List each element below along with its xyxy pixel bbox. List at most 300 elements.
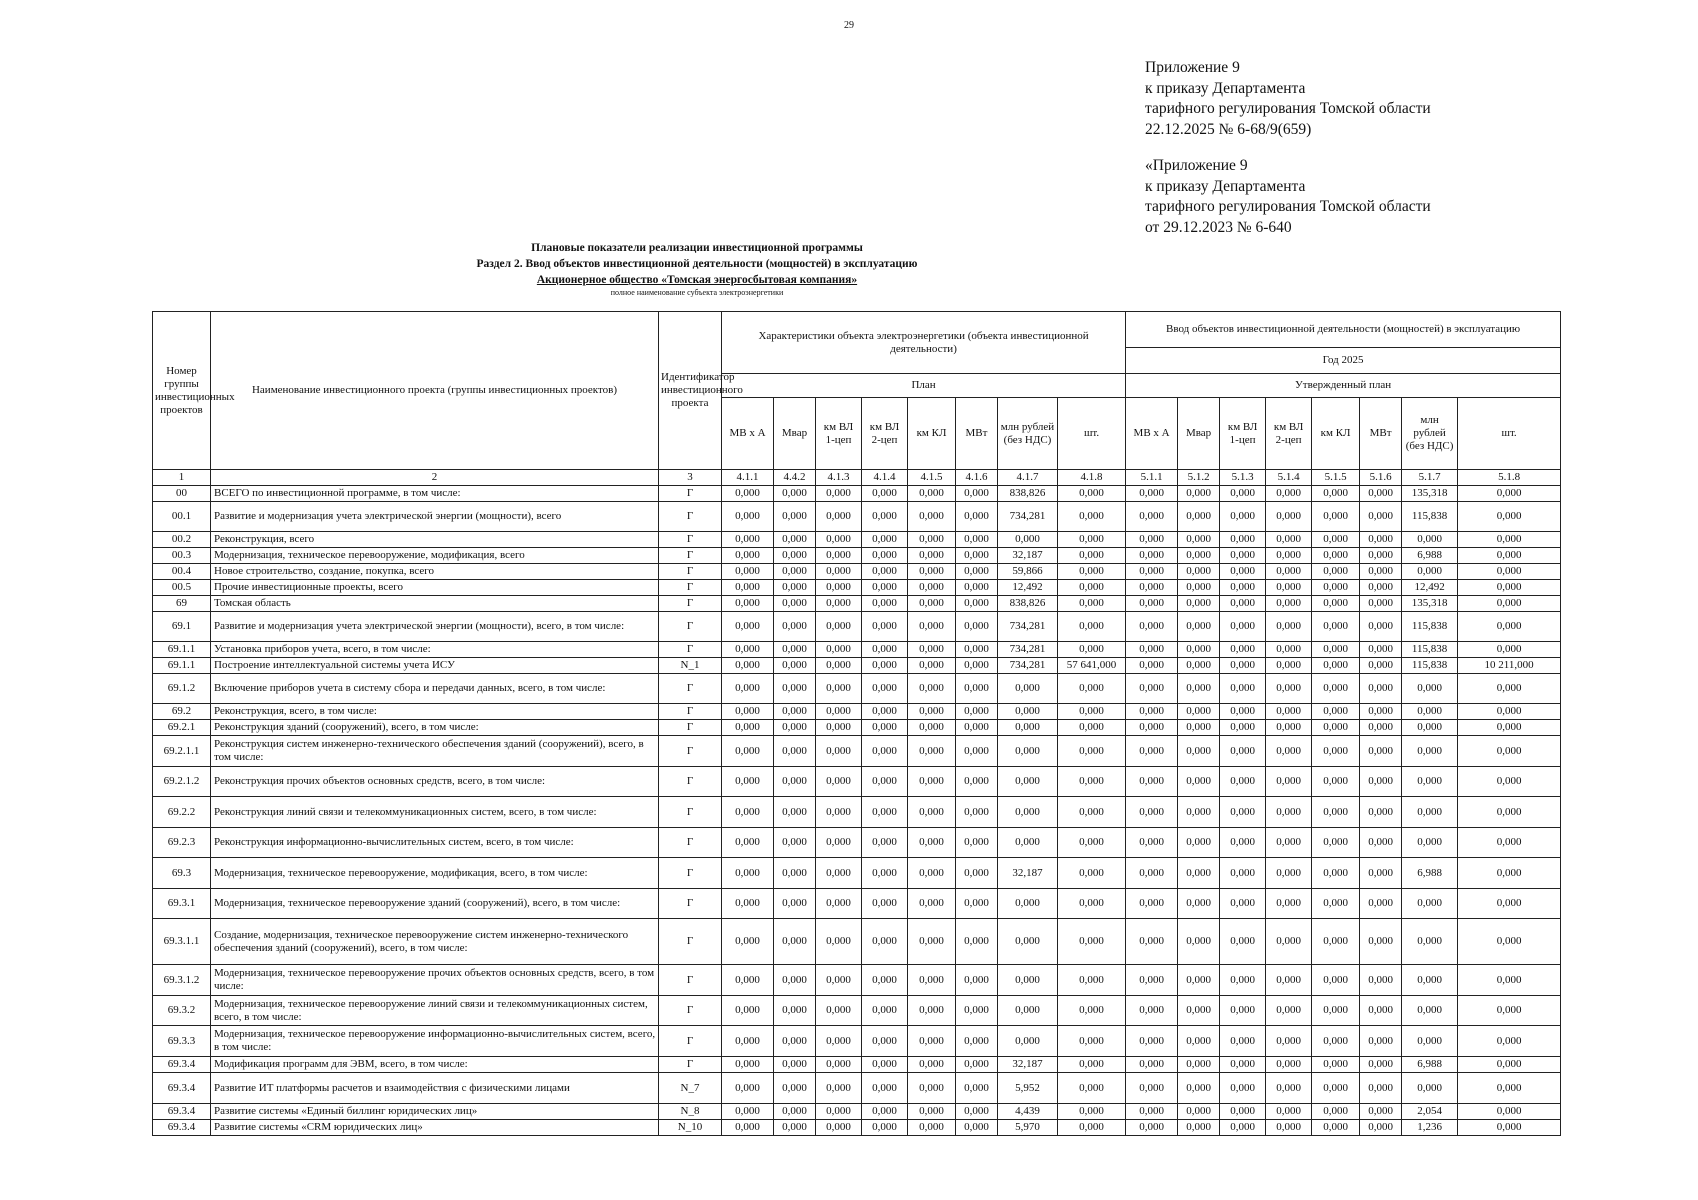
row-project-name: Модернизация, техническое перевооружение информационно-вычислительных систем, всего, в том числе: xyxy=(211,1026,659,1057)
row-plan-value: 5,952 xyxy=(998,1073,1058,1104)
row-number: 69.3.1 xyxy=(153,889,211,919)
row-plan-value: 0,000 xyxy=(862,828,908,858)
header-unit-plan: км ВЛ 1-цеп xyxy=(816,398,862,470)
appendix-line: «Приложение 9 xyxy=(1145,157,1248,174)
column-number: 4.1.4 xyxy=(862,470,908,486)
row-approved-value: 0,000 xyxy=(1266,596,1312,612)
header-unit-plan: шт. xyxy=(1058,398,1126,470)
row-approved-value: 12,492 xyxy=(1402,580,1458,596)
row-plan-value: 0,000 xyxy=(816,828,862,858)
row-approved-value: 0,000 xyxy=(1360,1104,1402,1120)
row-number: 69 xyxy=(153,596,211,612)
row-plan-value: 0,000 xyxy=(722,919,774,965)
row-approved-value: 0,000 xyxy=(1360,486,1402,502)
row-approved-value: 0,000 xyxy=(1458,564,1561,580)
row-plan-value: 0,000 xyxy=(908,797,956,828)
row-project-name: Реконструкция, всего, в том числе: xyxy=(211,704,659,720)
row-plan-value: 0,000 xyxy=(1058,996,1126,1026)
row-approved-value: 0,000 xyxy=(1360,919,1402,965)
row-plan-value: 0,000 xyxy=(774,965,816,996)
row-plan-value: 0,000 xyxy=(816,502,862,532)
row-approved-value: 0,000 xyxy=(1178,828,1220,858)
row-approved-value: 0,000 xyxy=(1458,612,1561,642)
row-approved-value: 0,000 xyxy=(1360,1073,1402,1104)
table-row xyxy=(153,720,1561,736)
row-approved-value: 0,000 xyxy=(1178,596,1220,612)
row-plan-value: 0,000 xyxy=(1058,919,1126,965)
row-project-name: ВСЕГО по инвестиционной программе, в том числе: xyxy=(211,486,659,502)
row-plan-value: 0,000 xyxy=(1058,1073,1126,1104)
row-number: 69.1.1 xyxy=(153,642,211,658)
row-approved-value: 0,000 xyxy=(1178,1120,1220,1136)
header-unit-approved: млн рублей (без НДС) xyxy=(1402,398,1458,470)
row-plan-value: 0,000 xyxy=(908,736,956,767)
row-plan-value: 0,000 xyxy=(1058,532,1126,548)
row-identifier: N_1 xyxy=(659,658,722,674)
row-number: 69.2.1 xyxy=(153,720,211,736)
row-approved-value: 0,000 xyxy=(1312,889,1360,919)
row-approved-value: 0,000 xyxy=(1360,548,1402,564)
row-approved-value: 0,000 xyxy=(1458,704,1561,720)
row-approved-value: 0,000 xyxy=(1126,502,1178,532)
row-project-name: Реконструкция систем инженерно-технического обеспечения зданий (сооружений), всего, в том числе: xyxy=(211,736,659,767)
row-plan-value: 0,000 xyxy=(774,767,816,797)
row-plan-value: 0,000 xyxy=(816,674,862,704)
row-project-name: Создание, модернизация, техническое перевооружение систем инженерно-технического обеспечения зданий (сооружений), всего, в том числе: xyxy=(211,919,659,965)
row-approved-value: 0,000 xyxy=(1312,965,1360,996)
row-identifier: Г xyxy=(659,548,722,564)
row-number: 69.2.1.2 xyxy=(153,767,211,797)
row-approved-value: 0,000 xyxy=(1220,1120,1266,1136)
row-plan-value: 0,000 xyxy=(1058,486,1126,502)
row-approved-value: 0,000 xyxy=(1220,642,1266,658)
row-number: 69.3.4 xyxy=(153,1120,211,1136)
row-approved-value: 0,000 xyxy=(1220,658,1266,674)
row-project-name: Модернизация, техническое перевооружение, модификация, всего, в том числе: xyxy=(211,858,659,889)
row-project-name: Томская область xyxy=(211,596,659,612)
row-approved-value: 0,000 xyxy=(1220,704,1266,720)
row-approved-value: 0,000 xyxy=(1360,1057,1402,1073)
document-subtitle: Раздел 2. Ввод объектов инвестиционной деятельности (мощностей) в эксплуатацию xyxy=(476,258,918,270)
row-approved-value: 0,000 xyxy=(1402,1026,1458,1057)
row-plan-value: 0,000 xyxy=(956,642,998,658)
row-approved-value: 135,318 xyxy=(1402,486,1458,502)
row-plan-value: 0,000 xyxy=(774,564,816,580)
header-unit-approved: МВт xyxy=(1360,398,1402,470)
row-approved-value: 0,000 xyxy=(1178,889,1220,919)
row-approved-value: 0,000 xyxy=(1126,532,1178,548)
row-approved-value: 0,000 xyxy=(1402,720,1458,736)
row-plan-value: 0,000 xyxy=(998,720,1058,736)
row-number: 69.3.3 xyxy=(153,1026,211,1057)
row-plan-value: 0,000 xyxy=(816,612,862,642)
row-approved-value: 0,000 xyxy=(1266,642,1312,658)
row-approved-value: 0,000 xyxy=(1178,580,1220,596)
row-plan-value: 0,000 xyxy=(862,486,908,502)
row-plan-value: 0,000 xyxy=(908,580,956,596)
row-plan-value: 0,000 xyxy=(1058,889,1126,919)
row-plan-value: 0,000 xyxy=(956,919,998,965)
column-number: 5.1.8 xyxy=(1458,470,1561,486)
row-approved-value: 0,000 xyxy=(1220,1073,1266,1104)
header-plan: План xyxy=(722,374,1126,398)
row-project-name: Модернизация, техническое перевооружение, модификация, всего xyxy=(211,548,659,564)
row-approved-value: 0,000 xyxy=(1220,919,1266,965)
table-row xyxy=(153,996,1561,1026)
row-approved-value: 0,000 xyxy=(1458,1057,1561,1073)
row-approved-value: 0,000 xyxy=(1458,532,1561,548)
row-plan-value: 0,000 xyxy=(956,548,998,564)
document-titles xyxy=(152,240,1242,298)
row-approved-value: 0,000 xyxy=(1178,612,1220,642)
row-plan-value: 0,000 xyxy=(1058,674,1126,704)
row-approved-value: 115,838 xyxy=(1402,642,1458,658)
row-plan-value: 0,000 xyxy=(774,919,816,965)
row-plan-value: 0,000 xyxy=(956,1120,998,1136)
row-plan-value: 0,000 xyxy=(998,996,1058,1026)
row-plan-value: 0,000 xyxy=(774,889,816,919)
row-approved-value: 0,000 xyxy=(1312,612,1360,642)
row-approved-value: 0,000 xyxy=(1126,1104,1178,1120)
appendix-line: к приказу Департамента xyxy=(1145,79,1306,97)
row-plan-value: 0,000 xyxy=(722,486,774,502)
row-approved-value: 115,838 xyxy=(1402,612,1458,642)
row-project-name: Реконструкция прочих объектов основных средств, всего, в том числе: xyxy=(211,767,659,797)
header-unit-approved: МВ х А xyxy=(1126,398,1178,470)
row-plan-value: 0,000 xyxy=(956,564,998,580)
row-approved-value: 0,000 xyxy=(1266,767,1312,797)
row-approved-value: 135,318 xyxy=(1402,596,1458,612)
row-approved-value: 0,000 xyxy=(1220,965,1266,996)
row-plan-value: 0,000 xyxy=(816,1057,862,1073)
row-approved-value: 2,054 xyxy=(1402,1104,1458,1120)
row-approved-value: 0,000 xyxy=(1126,797,1178,828)
row-plan-value: 0,000 xyxy=(862,502,908,532)
row-plan-value: 0,000 xyxy=(862,965,908,996)
row-approved-value: 0,000 xyxy=(1312,532,1360,548)
row-plan-value: 0,000 xyxy=(722,642,774,658)
row-project-name: Модернизация, техническое перевооружение линий связи и телекоммуникационных систем, всего, в том числе: xyxy=(211,996,659,1026)
column-number: 4.1.7 xyxy=(998,470,1058,486)
row-plan-value: 0,000 xyxy=(1058,612,1126,642)
row-number: 69.1.2 xyxy=(153,674,211,704)
row-plan-value: 0,000 xyxy=(956,828,998,858)
row-approved-value: 0,000 xyxy=(1458,486,1561,502)
row-plan-value: 0,000 xyxy=(956,736,998,767)
row-approved-value: 0,000 xyxy=(1126,612,1178,642)
row-identifier: Г xyxy=(659,1026,722,1057)
row-identifier: Г xyxy=(659,767,722,797)
row-approved-value: 0,000 xyxy=(1126,965,1178,996)
row-identifier: Г xyxy=(659,532,722,548)
row-plan-value: 0,000 xyxy=(774,532,816,548)
row-plan-value: 0,000 xyxy=(862,1057,908,1073)
header-commissioning: Ввод объектов инвестиционной деятельности (мощностей) в эксплуатацию xyxy=(1126,312,1561,348)
row-approved-value: 0,000 xyxy=(1458,828,1561,858)
column-number: 4.1.3 xyxy=(816,470,862,486)
row-number: 00.3 xyxy=(153,548,211,564)
row-plan-value: 0,000 xyxy=(908,564,956,580)
table-row xyxy=(153,965,1561,996)
column-number: 5.1.4 xyxy=(1266,470,1312,486)
row-approved-value: 0,000 xyxy=(1266,858,1312,889)
row-plan-value: 0,000 xyxy=(722,858,774,889)
row-approved-value: 0,000 xyxy=(1266,1104,1312,1120)
page-number: 29 xyxy=(844,20,854,31)
row-approved-value: 0,000 xyxy=(1312,1073,1360,1104)
row-number: 00.4 xyxy=(153,564,211,580)
row-identifier: Г xyxy=(659,674,722,704)
row-plan-value: 0,000 xyxy=(998,767,1058,797)
row-plan-value: 0,000 xyxy=(1058,1026,1126,1057)
row-plan-value: 0,000 xyxy=(816,642,862,658)
row-plan-value: 0,000 xyxy=(956,889,998,919)
row-plan-value: 0,000 xyxy=(908,996,956,1026)
row-approved-value: 0,000 xyxy=(1266,502,1312,532)
table-row xyxy=(153,658,1561,674)
row-approved-value: 0,000 xyxy=(1126,736,1178,767)
row-identifier: Г xyxy=(659,858,722,889)
row-approved-value: 0,000 xyxy=(1220,797,1266,828)
row-approved-value: 0,000 xyxy=(1312,797,1360,828)
row-identifier: Г xyxy=(659,704,722,720)
row-plan-value: 0,000 xyxy=(908,1120,956,1136)
row-approved-value: 0,000 xyxy=(1312,548,1360,564)
header-unit-plan: км ВЛ 2-цеп xyxy=(862,398,908,470)
row-plan-value: 0,000 xyxy=(908,767,956,797)
table-row xyxy=(153,919,1561,965)
row-approved-value: 0,000 xyxy=(1312,564,1360,580)
row-plan-value: 0,000 xyxy=(908,1057,956,1073)
row-approved-value: 0,000 xyxy=(1126,720,1178,736)
row-plan-value: 0,000 xyxy=(908,674,956,704)
row-approved-value: 0,000 xyxy=(1126,889,1178,919)
row-approved-value: 0,000 xyxy=(1178,919,1220,965)
row-plan-value: 0,000 xyxy=(956,502,998,532)
row-approved-value: 0,000 xyxy=(1220,564,1266,580)
row-plan-value: 59,866 xyxy=(998,564,1058,580)
row-number: 69.3.2 xyxy=(153,996,211,1026)
row-plan-value: 0,000 xyxy=(816,1073,862,1104)
row-plan-value: 0,000 xyxy=(956,965,998,996)
row-approved-value: 0,000 xyxy=(1312,720,1360,736)
header-approved-plan: Утвержденный план xyxy=(1126,374,1561,398)
row-approved-value: 0,000 xyxy=(1220,828,1266,858)
row-plan-value: 734,281 xyxy=(998,502,1058,532)
row-plan-value: 0,000 xyxy=(722,1104,774,1120)
row-plan-value: 0,000 xyxy=(908,1073,956,1104)
row-project-name: Новое строительство, создание, покупка, всего xyxy=(211,564,659,580)
row-plan-value: 0,000 xyxy=(1058,797,1126,828)
row-plan-value: 0,000 xyxy=(956,674,998,704)
row-approved-value: 0,000 xyxy=(1312,767,1360,797)
row-project-name: Развитие системы «CRM юридических лиц» xyxy=(211,1120,659,1136)
row-identifier: Г xyxy=(659,919,722,965)
row-plan-value: 0,000 xyxy=(722,596,774,612)
row-plan-value: 0,000 xyxy=(998,1026,1058,1057)
row-plan-value: 0,000 xyxy=(816,580,862,596)
row-plan-value: 0,000 xyxy=(908,548,956,564)
row-project-name: Модернизация, техническое перевооружение зданий (сооружений), всего, в том числе: xyxy=(211,889,659,919)
row-approved-value: 0,000 xyxy=(1178,720,1220,736)
row-approved-value: 0,000 xyxy=(1402,996,1458,1026)
row-plan-value: 0,000 xyxy=(908,704,956,720)
row-plan-value: 0,000 xyxy=(816,736,862,767)
row-project-name: Прочие инвестиционные проекты, всего xyxy=(211,580,659,596)
row-identifier: Г xyxy=(659,1057,722,1073)
row-plan-value: 0,000 xyxy=(956,996,998,1026)
row-plan-value: 0,000 xyxy=(1058,642,1126,658)
row-approved-value: 0,000 xyxy=(1312,486,1360,502)
row-approved-value: 0,000 xyxy=(1220,486,1266,502)
row-approved-value: 0,000 xyxy=(1360,674,1402,704)
row-approved-value: 0,000 xyxy=(1266,486,1312,502)
row-approved-value: 0,000 xyxy=(1266,532,1312,548)
row-plan-value: 0,000 xyxy=(774,1120,816,1136)
column-number: 5.1.3 xyxy=(1220,470,1266,486)
row-approved-value: 0,000 xyxy=(1458,502,1561,532)
row-plan-value: 0,000 xyxy=(774,797,816,828)
row-plan-value: 0,000 xyxy=(956,486,998,502)
row-approved-value: 0,000 xyxy=(1266,797,1312,828)
row-approved-value: 0,000 xyxy=(1360,797,1402,828)
row-approved-value: 0,000 xyxy=(1458,596,1561,612)
row-approved-value: 0,000 xyxy=(1458,1026,1561,1057)
row-plan-value: 0,000 xyxy=(862,580,908,596)
row-plan-value: 0,000 xyxy=(908,486,956,502)
row-plan-value: 0,000 xyxy=(816,767,862,797)
row-approved-value: 0,000 xyxy=(1312,736,1360,767)
row-approved-value: 0,000 xyxy=(1266,704,1312,720)
header-unit-approved: км ВЛ 2-цеп xyxy=(1266,398,1312,470)
row-plan-value: 57 641,000 xyxy=(1058,658,1126,674)
row-approved-value: 0,000 xyxy=(1220,1057,1266,1073)
row-approved-value: 0,000 xyxy=(1220,858,1266,889)
row-approved-value: 0,000 xyxy=(1178,548,1220,564)
column-number: 5.1.7 xyxy=(1402,470,1458,486)
row-approved-value: 0,000 xyxy=(1360,532,1402,548)
row-approved-value: 0,000 xyxy=(1458,1073,1561,1104)
row-approved-value: 0,000 xyxy=(1178,858,1220,889)
header-unit-plan: МВт xyxy=(956,398,998,470)
row-plan-value: 5,970 xyxy=(998,1120,1058,1136)
row-identifier: Г xyxy=(659,486,722,502)
row-approved-value: 0,000 xyxy=(1178,996,1220,1026)
row-plan-value: 0,000 xyxy=(956,596,998,612)
row-plan-value: 0,000 xyxy=(722,674,774,704)
row-plan-value: 0,000 xyxy=(774,720,816,736)
row-plan-value: 0,000 xyxy=(1058,1057,1126,1073)
column-number: 4.1.5 xyxy=(908,470,956,486)
header-unit-plan: км КЛ xyxy=(908,398,956,470)
row-number: 00 xyxy=(153,486,211,502)
row-plan-value: 0,000 xyxy=(816,996,862,1026)
row-plan-value: 0,000 xyxy=(1058,548,1126,564)
row-plan-value: 0,000 xyxy=(862,720,908,736)
row-approved-value: 0,000 xyxy=(1458,919,1561,965)
row-approved-value: 0,000 xyxy=(1126,486,1178,502)
document-title: Плановые показатели реализации инвестиционной программы xyxy=(531,242,863,254)
row-plan-value: 0,000 xyxy=(1058,858,1126,889)
row-approved-value: 0,000 xyxy=(1220,720,1266,736)
row-approved-value: 0,000 xyxy=(1458,797,1561,828)
row-plan-value: 0,000 xyxy=(722,1120,774,1136)
row-project-name: Модификация программ для ЭВМ, всего, в том числе: xyxy=(211,1057,659,1073)
table-row xyxy=(153,1057,1561,1073)
row-plan-value: 4,439 xyxy=(998,1104,1058,1120)
row-approved-value: 0,000 xyxy=(1178,564,1220,580)
table-row xyxy=(153,548,1561,564)
row-approved-value: 0,000 xyxy=(1312,642,1360,658)
row-approved-value: 0,000 xyxy=(1126,674,1178,704)
row-plan-value: 0,000 xyxy=(998,704,1058,720)
row-approved-value: 0,000 xyxy=(1360,1120,1402,1136)
row-approved-value: 0,000 xyxy=(1360,564,1402,580)
row-approved-value: 0,000 xyxy=(1458,1120,1561,1136)
row-approved-value: 0,000 xyxy=(1312,1026,1360,1057)
row-approved-value: 0,000 xyxy=(1220,674,1266,704)
row-plan-value: 0,000 xyxy=(774,580,816,596)
row-plan-value: 0,000 xyxy=(816,548,862,564)
row-identifier: Г xyxy=(659,797,722,828)
column-number: 2 xyxy=(211,470,659,486)
row-plan-value: 0,000 xyxy=(816,919,862,965)
row-plan-value: 0,000 xyxy=(816,658,862,674)
row-plan-value: 0,000 xyxy=(998,889,1058,919)
row-project-name: Модернизация, техническое перевооружение прочих объектов основных средств, всего, в том числе: xyxy=(211,965,659,996)
row-plan-value: 0,000 xyxy=(816,532,862,548)
column-number: 5.1.5 xyxy=(1312,470,1360,486)
row-approved-value: 0,000 xyxy=(1126,564,1178,580)
row-plan-value: 0,000 xyxy=(816,564,862,580)
row-plan-value: 0,000 xyxy=(998,797,1058,828)
row-approved-value: 0,000 xyxy=(1458,1104,1561,1120)
row-identifier: Г xyxy=(659,720,722,736)
row-identifier: Г xyxy=(659,996,722,1026)
row-approved-value: 0,000 xyxy=(1312,580,1360,596)
column-number: 4.1.1 xyxy=(722,470,774,486)
row-plan-value: 0,000 xyxy=(722,1073,774,1104)
row-approved-value: 0,000 xyxy=(1312,1057,1360,1073)
row-plan-value: 0,000 xyxy=(774,704,816,720)
row-approved-value: 0,000 xyxy=(1458,720,1561,736)
row-plan-value: 0,000 xyxy=(774,1057,816,1073)
row-plan-value: 32,187 xyxy=(998,548,1058,564)
row-plan-value: 0,000 xyxy=(956,612,998,642)
row-identifier: Г xyxy=(659,564,722,580)
row-approved-value: 0,000 xyxy=(1402,674,1458,704)
row-plan-value: 0,000 xyxy=(722,1026,774,1057)
row-number: 69.3.1.2 xyxy=(153,965,211,996)
row-approved-value: 0,000 xyxy=(1266,919,1312,965)
row-approved-value: 0,000 xyxy=(1312,858,1360,889)
column-number: 4.4.2 xyxy=(774,470,816,486)
row-plan-value: 0,000 xyxy=(722,502,774,532)
row-plan-value: 0,000 xyxy=(722,658,774,674)
row-plan-value: 0,000 xyxy=(1058,767,1126,797)
row-plan-value: 0,000 xyxy=(816,704,862,720)
row-plan-value: 0,000 xyxy=(956,658,998,674)
column-number: 5.1.2 xyxy=(1178,470,1220,486)
row-plan-value: 0,000 xyxy=(998,919,1058,965)
header-unit-approved: шт. xyxy=(1458,398,1561,470)
row-plan-value: 0,000 xyxy=(774,1104,816,1120)
row-number: 69.2.2 xyxy=(153,797,211,828)
row-approved-value: 0,000 xyxy=(1220,767,1266,797)
table-row xyxy=(153,828,1561,858)
row-approved-value: 0,000 xyxy=(1126,1120,1178,1136)
row-approved-value: 0,000 xyxy=(1178,767,1220,797)
